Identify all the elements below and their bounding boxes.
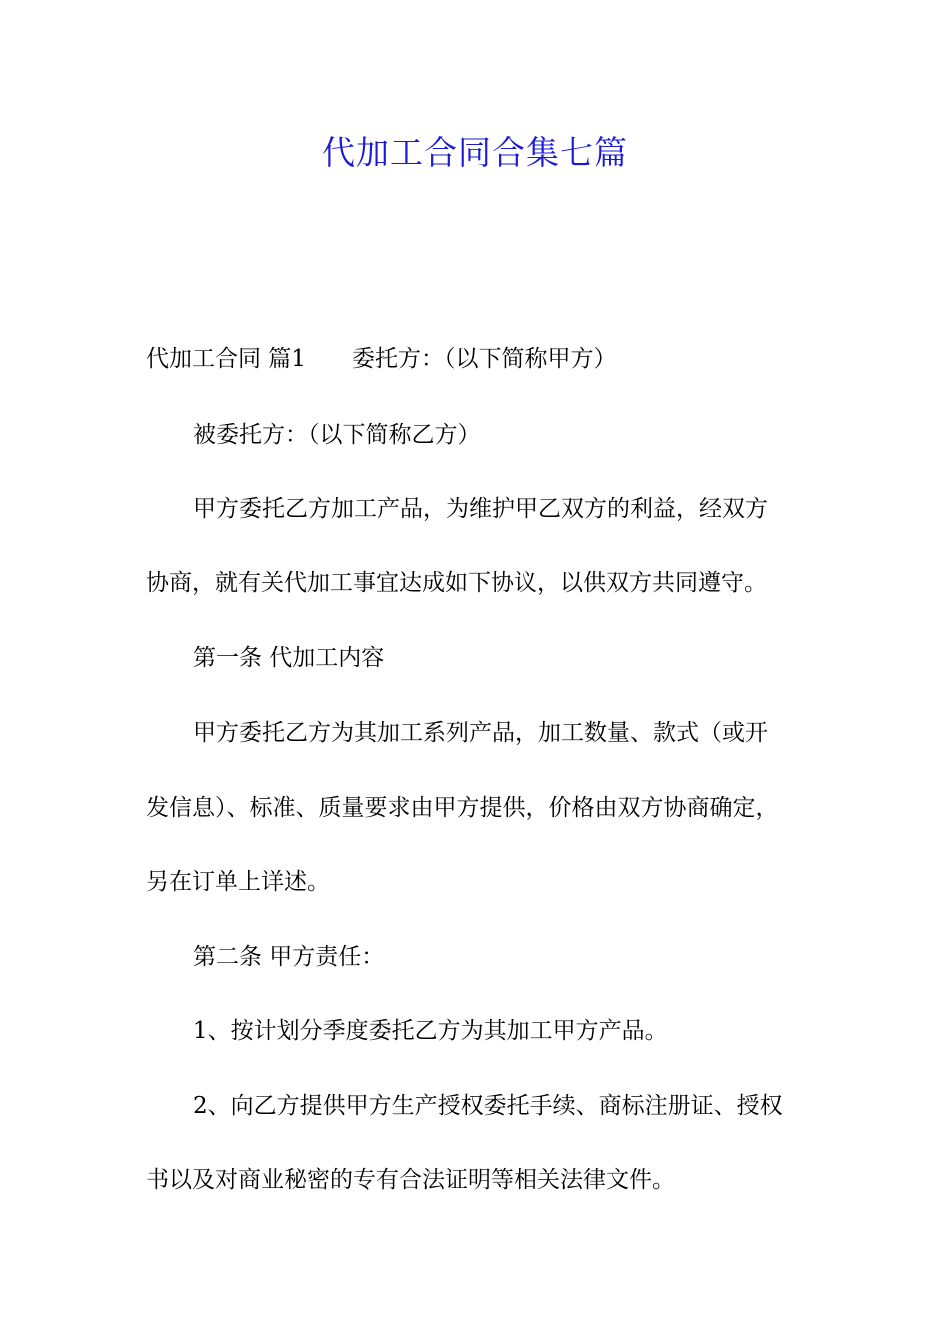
article-heading: 第一条 代加工内容: [193, 645, 385, 671]
entrusted-party-line: 被委托方：（以下简称乙方）: [193, 422, 481, 448]
article-heading: 第二条 甲方责任：: [193, 944, 385, 970]
paragraph-line: 协商，就有关代加工事宜达成如下协议，以供双方共同遵守。: [146, 570, 767, 596]
paragraph-line: 甲方委托乙方加工产品，为维护甲乙双方的利益，经双方: [193, 496, 768, 522]
document-title: 代加工合同合集七篇: [322, 133, 628, 172]
paragraph-line: 发信息）、标准、质量要求由甲方提供，价格由双方协商确定，: [146, 795, 779, 821]
contract-section-label: 代加工合同 篇1: [146, 346, 306, 372]
contract-heading-line: [146, 344, 616, 374]
entrusting-party-label: 委托方：（以下简称甲方）: [351, 346, 617, 372]
list-item: 1、按计划分季度委托乙方为其加工甲方产品。: [193, 1018, 668, 1044]
paragraph-line: 另在订单上详述。: [146, 869, 330, 895]
paragraph-line: 甲方委托乙方为其加工系列产品，加工数量、款式（或开: [193, 720, 768, 746]
list-item: 2、向乙方提供甲方生产授权委托手续、商标注册证、授权: [193, 1093, 783, 1119]
paragraph-line: 书以及对商业秘密的专有合法证明等相关法律文件。: [146, 1167, 675, 1193]
